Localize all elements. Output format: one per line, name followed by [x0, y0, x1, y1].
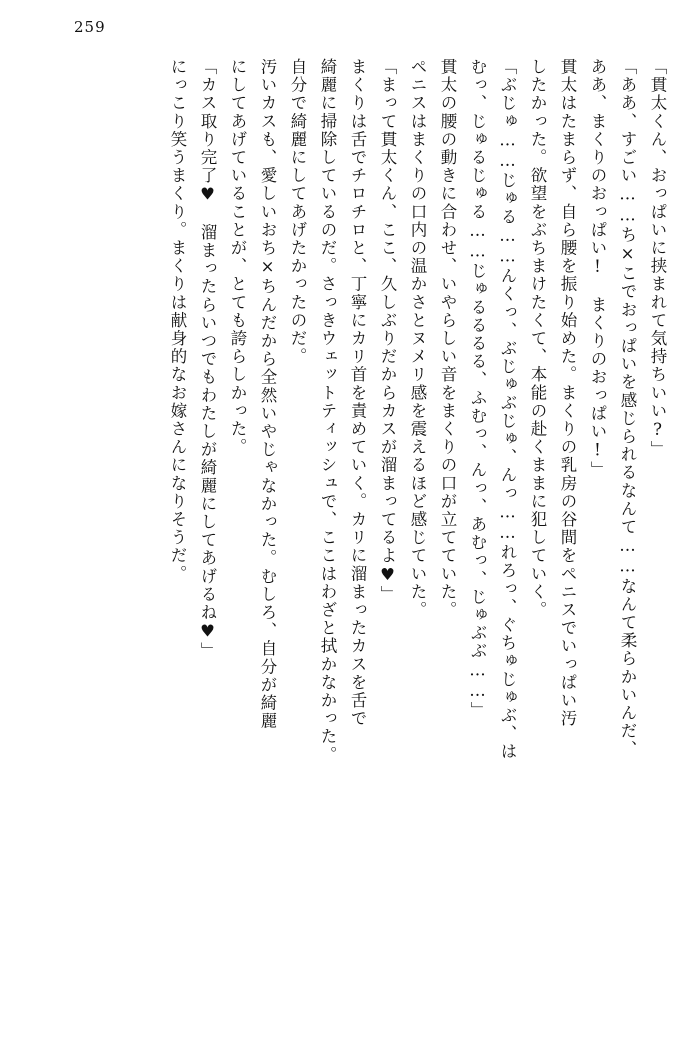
text-line: ああ、まくりのおっぱい! まくりのおっぱい!」 — [588, 58, 607, 480]
text-line: 「カス取り完了♥ 溜まったらいつでもわたしが綺麗にしてあげるね♥」 — [198, 58, 217, 661]
text-line: 自分で綺麗にしてあげたかったのだ。 — [288, 58, 307, 366]
text-line: 貫太の腰の動きに合わせ、いやらしい音をまくりの口が立てていた。 — [438, 58, 457, 620]
page-number: 259 — [74, 18, 106, 36]
text-line: 「ああ、すごい……ち×こでおっぱいを感じられるなんて……なんて柔らかいんだ、 — [618, 58, 637, 759]
text-line: 貫太はたまらず、自ら腰を振り始めた。まくりの乳房の谷間をペニスでいっぱい汚 — [558, 58, 577, 728]
text-line: ペニスはまくりの口内の温かさとヌメリ感を震えるほど感じていた。 — [408, 58, 427, 620]
text-line: 汚いカスも、愛しいおち×ちんだから全然いやじゃなかった。むしろ、自分が綺麗 — [258, 58, 277, 731]
text-line: にしてあげていることが、とても誇らしかった。 — [228, 58, 247, 457]
vertical-text-body — [28, 58, 665, 1018]
text-line: 「貫太くん、おっぱいに挟まれて気持ちいい?」 — [648, 58, 667, 459]
text-line: 綺麗に掃除しているのだ。さっきウェットティッシュで、ここはわざと拭かなかった。 — [318, 58, 337, 764]
text-line: にっこり笑うまくり。まくりは献身的なお嫁さんになりそうだ。 — [168, 58, 187, 583]
text-line: むっ、じゅるじゅる……じゅるるるる、ふむっ、んっ、あむっ、じゅぶぶ……」 — [468, 58, 487, 720]
text-line: したかった。欲望をぶちまけたくて、本能の赴くままに犯していく。 — [528, 58, 547, 620]
text-line: まくりは舌でチロチロと、丁寧にカリ首を責めていく。カリに溜まったカスを舌で — [348, 58, 367, 728]
text-line: 「ぶじゅ……じゅる……んくっ、ぶじゅぶじゅ、んっ……れろっ、ぐちゅじゅぶ、は — [498, 58, 517, 761]
text-line: 「まって貫太くん、ここ、久しぶりだからカスが溜まってるよ♥」 — [378, 58, 397, 604]
